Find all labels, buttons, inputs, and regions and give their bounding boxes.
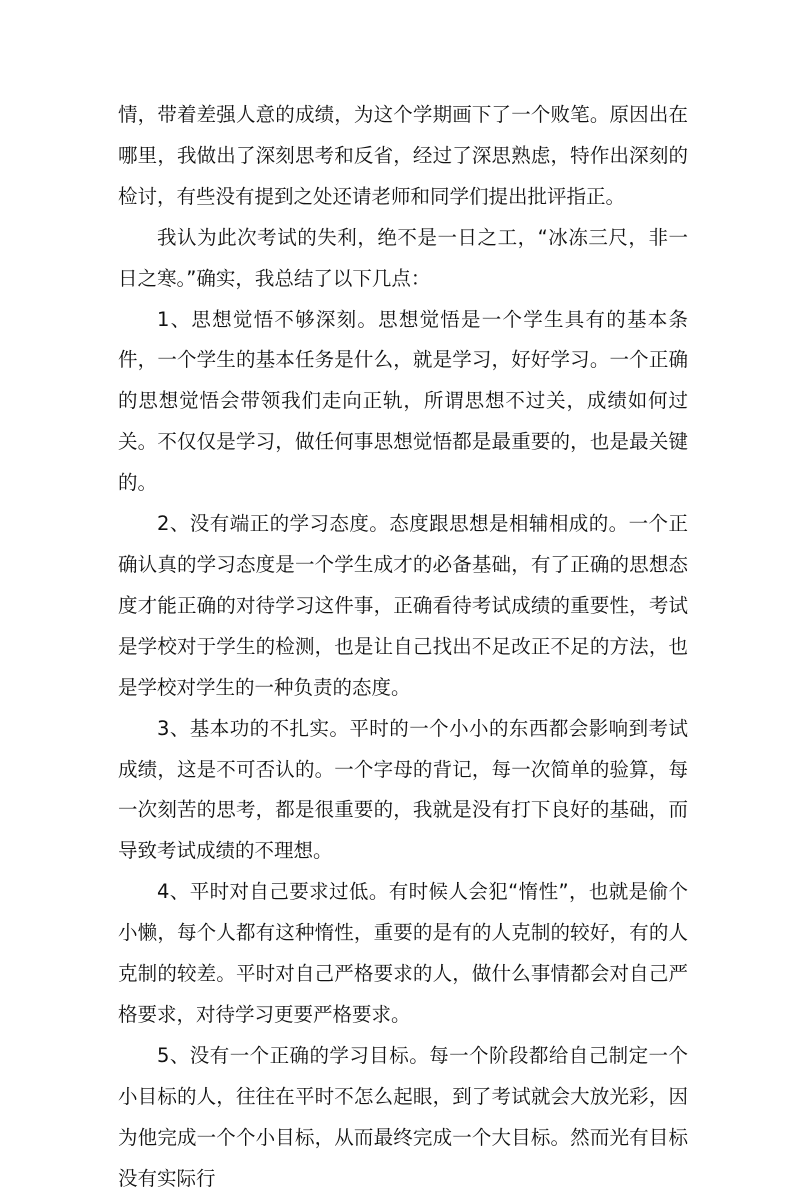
paragraph-point-1: 1、思想觉悟不够深刻。思想觉悟是一个学生具有的基本条件，一个学生的基本任务是什么，就是学习，好好学习。一个正确的思想觉悟会带领我们走向正轨，所谓思想不过关，成绩如何过关。不仅仅是学习，做任何事思想觉悟都是最重要的，也是最关键的。 [118,307,688,495]
paragraph-point-4: 4、平时对自己要求过低。有时候人会犯“惰性”，也就是偷个小懒，每个人都有这种惰性，重要的是有的人克制的较好，有的人克制的较差。平时对自己严格要求的人，做什么事情都会对自己严格要求，对待学习更要严格要求。 [118,880,688,1026]
paragraph-point-2: 2、没有端正的学习态度。态度跟思想是相辅相成的。一个正确认真的学习态度是一个学生成才的必备基础，有了正确的思想态度才能正确的对待学习这件事，正确看待考试成绩的重要性，考试是学校对于学生的检测，也是让自己找出不足改正不足的方法，也是学校对学生的一种负责的态度。 [118,512,688,699]
paragraph-point-5: 5、没有一个正确的学习目标。每一个阶段都给自己制定一个小目标的人，往往在平时不怎么起眼，到了考试就会大放光彩，因为他完成一个个小目标，从而最终完成一个大目标。然而光有目标没有实际行 [118,1043,688,1190]
paragraph-intro-continued: 情，带着差强人意的成绩，为这个学期画下了一个败笔。原因出在哪里，我做出了深刻思考和反省，经过了深思熟虑，特作出深刻的检讨，有些没有提到之处还请老师和同学们提出批评指正。 [118,103,688,208]
paragraph-reflection: 我认为此次考试的失利，绝不是一日之工，“冰冻三尺，非一日之寒。”确实，我总结了以下几点： [118,225,688,290]
document-body [118,95,688,1199]
paragraph-point-3: 3、基本功的不扎实。平时的一个小小的东西都会影响到考试成绩，这是不可否认的。一个字母的背记，每一次简单的验算，每一次刻苦的思考，都是很重要的，我就是没有打下良好的基础，而导致考试成绩的不理想。 [118,716,688,863]
